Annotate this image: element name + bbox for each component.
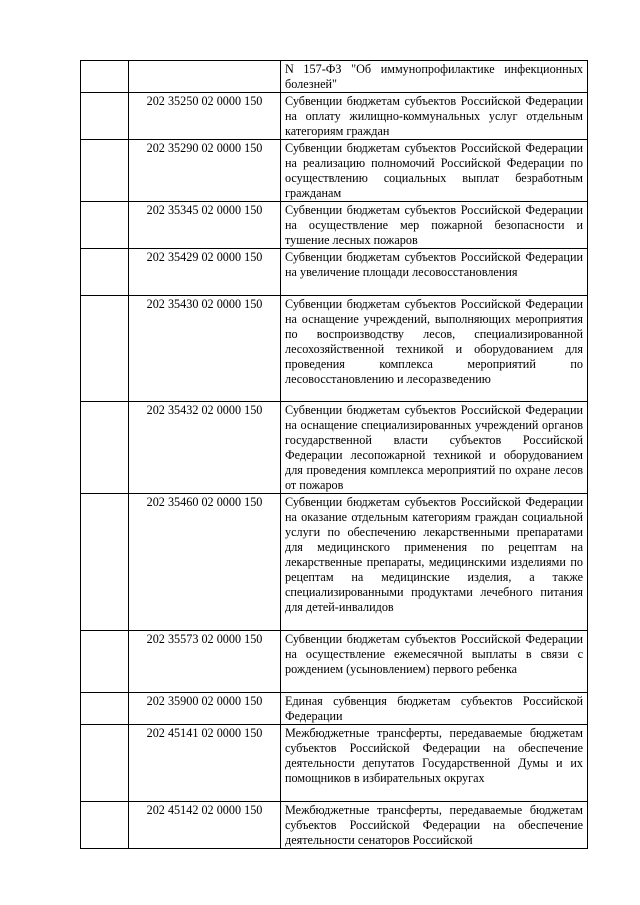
- empty-cell: [81, 249, 129, 296]
- budget-codes-table: [80, 60, 588, 849]
- table-row: [81, 202, 588, 249]
- table-row: [81, 402, 588, 494]
- empty-cell: [81, 631, 129, 693]
- table-row: [81, 494, 588, 631]
- empty-cell: [81, 693, 129, 725]
- code-cell: 202 45142 02 0000 150: [129, 802, 281, 849]
- table-row: [81, 693, 588, 725]
- table-row: [81, 61, 588, 93]
- description-cell: Субвенции бюджетам субъектов Российской Федерации на увеличение площади лесовосстановления: [281, 249, 588, 296]
- code-cell: [129, 61, 281, 93]
- description-cell: Субвенции бюджетам субъектов Российской Федерации на осуществление ежемесячной выплаты в связи с рождением (усыновлением) первого ребенка: [281, 631, 588, 693]
- description-cell: Субвенции бюджетам субъектов Российской Федерации на оплату жилищно-коммунальных услуг отдельным категориям граждан: [281, 93, 588, 140]
- empty-cell: [81, 93, 129, 140]
- code-cell: 202 35250 02 0000 150: [129, 93, 281, 140]
- table-row: [81, 140, 588, 202]
- code-cell: 202 45141 02 0000 150: [129, 725, 281, 802]
- description-cell: Субвенции бюджетам субъектов Российской Федерации на осуществление мер пожарной безопасности и тушение лесных пожаров: [281, 202, 588, 249]
- description-cell: Межбюджетные трансферты, передаваемые бюджетам субъектов Российской Федерации на обеспечение деятельности сенаторов Российской: [281, 802, 588, 849]
- code-cell: 202 35432 02 0000 150: [129, 402, 281, 494]
- code-cell: 202 35430 02 0000 150: [129, 296, 281, 402]
- table-row: [81, 631, 588, 693]
- empty-cell: [81, 802, 129, 849]
- empty-cell: [81, 202, 129, 249]
- table-row: [81, 93, 588, 140]
- empty-cell: [81, 494, 129, 631]
- empty-cell: [81, 296, 129, 402]
- description-cell: Межбюджетные трансферты, передаваемые бюджетам субъектов Российской Федерации на обеспечение деятельности депутатов Государственной Думы и их помощников в избирательных округах: [281, 725, 588, 802]
- code-cell: 202 35429 02 0000 150: [129, 249, 281, 296]
- empty-cell: [81, 61, 129, 93]
- description-cell: Субвенции бюджетам субъектов Российской Федерации на оснащение учреждений, выполняющих мероприятия по воспроизводству лесов, специализированной лесохозяйственной техникой и оборудованием для проведения комплекса мероприятий по лесовосстановлению и лесоразведению: [281, 296, 588, 402]
- code-cell: 202 35573 02 0000 150: [129, 631, 281, 693]
- code-cell: 202 35460 02 0000 150: [129, 494, 281, 631]
- table-row: [81, 725, 588, 802]
- description-cell: Субвенции бюджетам субъектов Российской Федерации на реализацию полномочий Российской Федерации по осуществлению социальных выплат безработным гражданам: [281, 140, 588, 202]
- description-cell: Субвенции бюджетам субъектов Российской Федерации на оснащение специализированных учреждений органов государственной власти субъектов Российской Федерации лесопожарной техникой и оборудованием для проведения комплекса мероприятий по охране лесов от пожаров: [281, 402, 588, 494]
- empty-cell: [81, 725, 129, 802]
- description-cell: Субвенции бюджетам субъектов Российской Федерации на оказание отдельным категориям граждан социальной услуги по обеспечению лекарственными препаратами для медицинского применения по рецептам на лекарственные препараты, медицинскими изделиями по рецептам на медицинские изделия, а также специализированными продуктами лечебного питания для детей-инвалидов: [281, 494, 588, 631]
- table-row: [81, 802, 588, 849]
- table-row: [81, 249, 588, 296]
- empty-cell: [81, 402, 129, 494]
- code-cell: 202 35345 02 0000 150: [129, 202, 281, 249]
- table-row: [81, 296, 588, 402]
- description-cell: N 157-ФЗ "Об иммунопрофилактике инфекционных болезней": [281, 61, 588, 93]
- code-cell: 202 35900 02 0000 150: [129, 693, 281, 725]
- description-cell: Единая субвенция бюджетам субъектов Российской Федерации: [281, 693, 588, 725]
- empty-cell: [81, 140, 129, 202]
- code-cell: 202 35290 02 0000 150: [129, 140, 281, 202]
